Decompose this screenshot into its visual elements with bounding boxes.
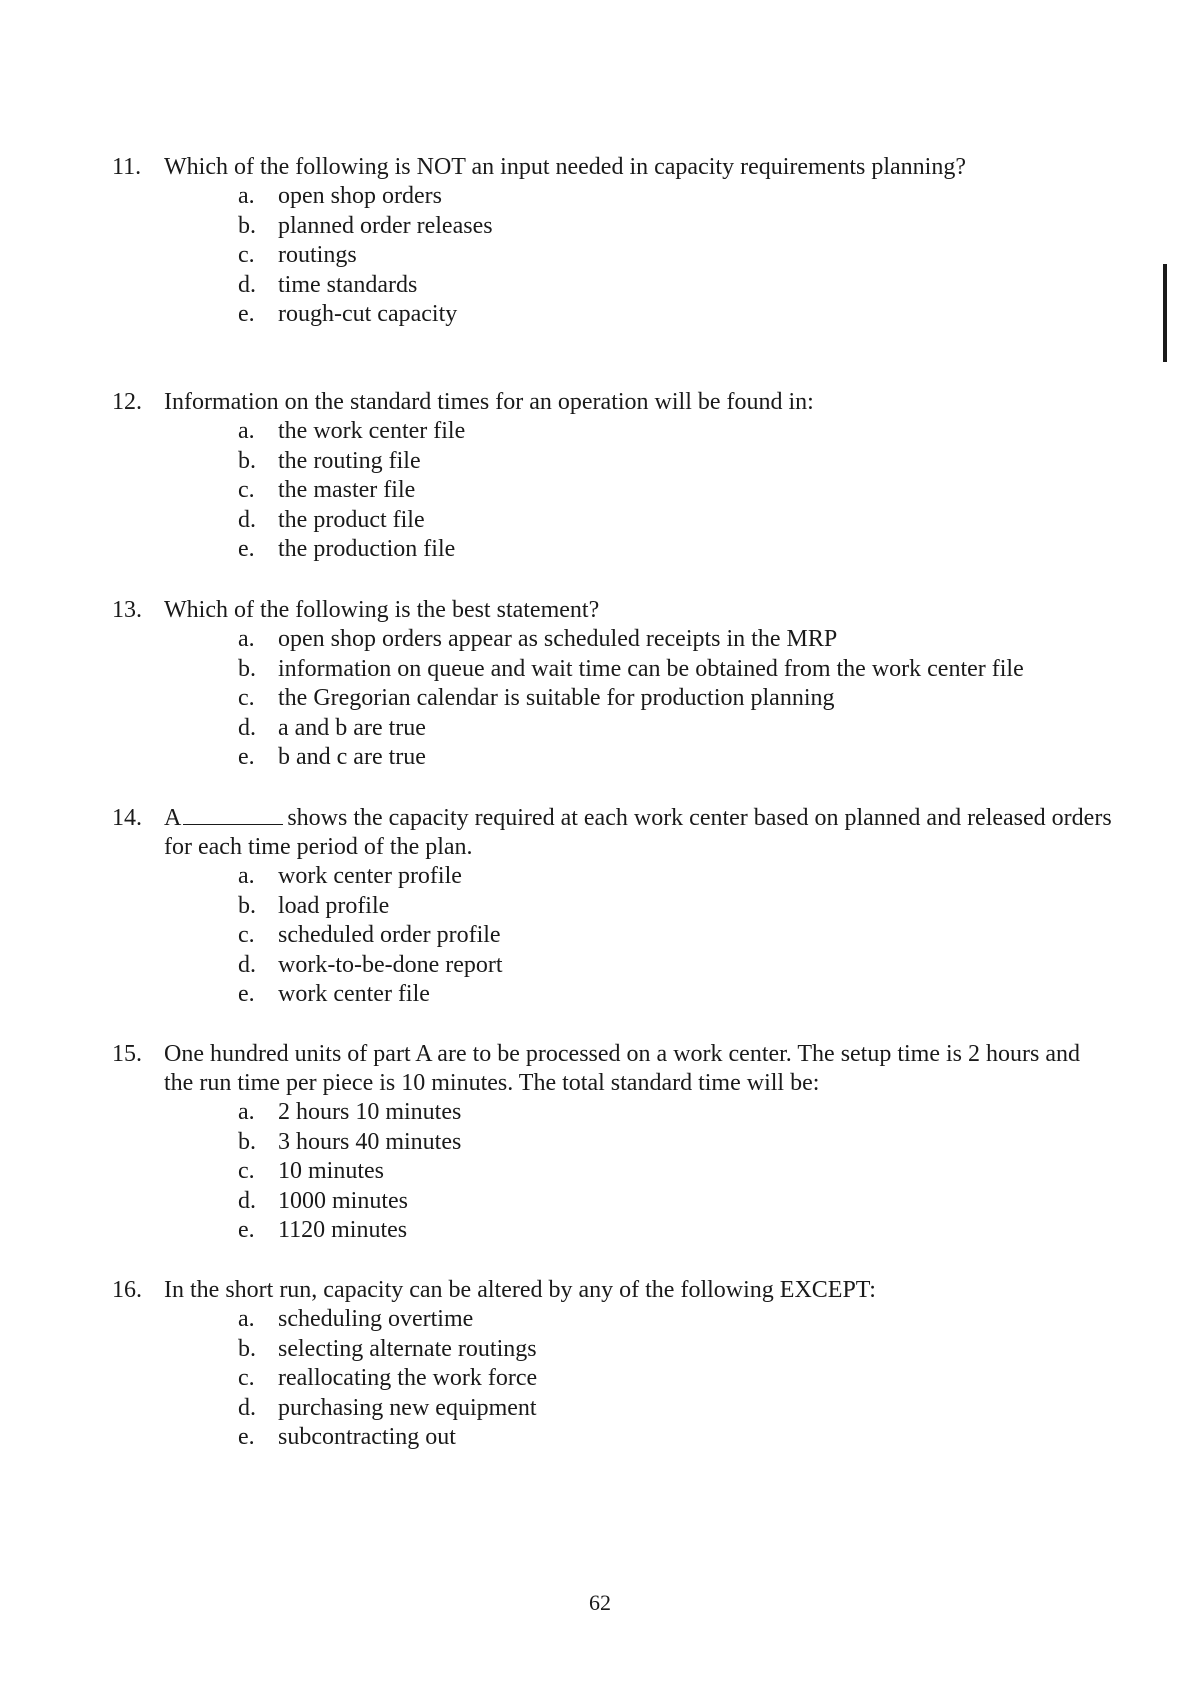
question-stem <box>112 596 1112 625</box>
option-letter: b. <box>238 1335 256 1362</box>
option-letter: a. <box>238 418 255 444</box>
option-text: subcontracting out <box>278 1424 456 1450</box>
option-letter: b. <box>238 1128 256 1155</box>
question-text-start: A <box>164 805 182 831</box>
answer-option <box>238 951 1112 981</box>
option-text: reallocating the work force <box>278 1365 538 1391</box>
answer-option <box>238 655 1112 685</box>
option-letter: d. <box>238 506 256 533</box>
option-text: the production file <box>278 536 456 562</box>
option-letter: d. <box>238 951 256 978</box>
option-text: the work center file <box>278 418 466 444</box>
option-letter: c. <box>238 242 255 268</box>
question-text: Which of the following is NOT an input needed in capacity requirements planning? <box>164 154 966 180</box>
question-13 <box>112 596 1112 773</box>
answer-option <box>238 862 1112 892</box>
question-15 <box>112 1040 1112 1246</box>
option-text: load profile <box>278 892 390 919</box>
question-stem <box>112 1040 1112 1098</box>
answer-option <box>238 1423 1112 1453</box>
option-letter: c. <box>238 1365 255 1391</box>
answer-option <box>238 1216 1112 1246</box>
answer-option <box>238 1157 1112 1187</box>
option-text: the product file <box>278 506 425 533</box>
option-letter: e. <box>238 1217 255 1243</box>
option-letter: e. <box>238 301 255 327</box>
answer-option <box>238 1305 1112 1335</box>
option-text: selecting alternate routings <box>278 1335 537 1362</box>
answer-option <box>238 1335 1112 1365</box>
option-letter: c. <box>238 477 255 503</box>
answer-option <box>238 1187 1112 1217</box>
answer-options <box>112 1098 1112 1246</box>
option-text: work center profile <box>278 863 462 889</box>
answer-blank <box>183 804 283 825</box>
option-text: planned order releases <box>278 212 493 239</box>
option-letter: c. <box>238 685 255 711</box>
question-text: Information on the standard times for an operation will be found in: <box>164 389 814 415</box>
option-text: scheduled order profile <box>278 922 501 948</box>
answer-options <box>112 417 1112 565</box>
answer-options <box>112 1305 1112 1453</box>
answer-options <box>112 182 1112 330</box>
option-text: routings <box>278 242 357 268</box>
page-number: 62 <box>589 1590 611 1615</box>
option-text: the routing file <box>278 447 421 474</box>
option-text: the Gregorian calendar is suitable for production planning <box>278 685 835 711</box>
question-text: Which of the following is the best statement? <box>164 597 600 623</box>
option-text: information on queue and wait time can be obtained from the work center file <box>278 655 1024 682</box>
option-text: 3 hours 40 minutes <box>278 1128 462 1155</box>
option-letter: c. <box>238 922 255 948</box>
answer-option <box>238 714 1112 744</box>
answer-option <box>238 241 1112 271</box>
answer-option <box>238 300 1112 330</box>
question-text: One hundred units of part A are to be processed on a work center. The setup time is 2 hours and the run time per piece is 10 minutes. The total standard time will be: <box>164 1041 1080 1096</box>
option-letter: c. <box>238 1158 255 1184</box>
option-text: 2 hours 10 minutes <box>278 1099 462 1125</box>
answer-option <box>238 625 1112 655</box>
question-14 <box>112 804 1112 1010</box>
answer-option <box>238 743 1112 773</box>
question-16 <box>112 1276 1112 1453</box>
option-letter: a. <box>238 1099 255 1125</box>
option-letter: e. <box>238 1424 255 1450</box>
question-number: 16. <box>112 1277 142 1303</box>
option-letter: e. <box>238 981 255 1007</box>
question-number: 15. <box>112 1041 142 1067</box>
answer-option <box>238 1128 1112 1158</box>
option-letter: b. <box>238 447 256 474</box>
answer-option <box>238 1364 1112 1394</box>
option-letter: b. <box>238 655 256 682</box>
question-text-end: shows the capacity required at each work center based on planned and released orders for each time period of the plan. <box>164 805 1112 860</box>
answer-option <box>238 476 1112 506</box>
option-text: 1000 minutes <box>278 1187 408 1214</box>
option-text: scheduling overtime <box>278 1306 474 1332</box>
option-text: 10 minutes <box>278 1158 384 1184</box>
answer-option <box>238 182 1112 212</box>
option-text: work-to-be-done report <box>278 951 503 978</box>
option-letter: d. <box>238 271 256 298</box>
question-11 <box>112 153 1112 330</box>
answer-option <box>238 892 1112 922</box>
answer-options <box>112 625 1112 773</box>
question-number: 12. <box>112 389 142 415</box>
answer-option <box>238 1394 1112 1424</box>
question-stem <box>112 388 1112 417</box>
option-letter: e. <box>238 744 255 770</box>
option-text: 1120 minutes <box>278 1217 408 1243</box>
answer-option <box>238 535 1112 565</box>
option-text: b and c are true <box>278 744 426 770</box>
option-letter: b. <box>238 212 256 239</box>
option-letter: e. <box>238 536 255 562</box>
margin-change-bar <box>1163 264 1167 362</box>
answer-option <box>238 921 1112 951</box>
answer-option <box>238 212 1112 242</box>
option-letter: a. <box>238 183 255 209</box>
answer-option <box>238 980 1112 1010</box>
answer-option <box>238 417 1112 447</box>
question-stem <box>112 1276 1112 1305</box>
option-letter: b. <box>238 892 256 919</box>
option-letter: a. <box>238 1306 255 1332</box>
option-letter: a. <box>238 626 255 652</box>
option-text: a and b are true <box>278 714 426 741</box>
answer-option <box>238 271 1112 301</box>
answer-option <box>238 506 1112 536</box>
option-letter: d. <box>238 714 256 741</box>
option-letter: a. <box>238 863 255 889</box>
option-text: the master file <box>278 477 416 503</box>
answer-option <box>238 1098 1112 1128</box>
option-text: rough-cut capacity <box>278 301 458 327</box>
option-text: open shop orders <box>278 183 442 209</box>
question-stem <box>112 804 1112 862</box>
answer-option <box>238 684 1112 714</box>
question-number: 11. <box>112 154 142 180</box>
option-text: time standards <box>278 271 418 298</box>
answer-option <box>238 447 1112 477</box>
option-letter: d. <box>238 1187 256 1214</box>
option-text: purchasing new equipment <box>278 1394 537 1421</box>
option-letter: d. <box>238 1394 256 1421</box>
answer-options <box>112 862 1112 1010</box>
question-text: In the short run, capacity can be altered by any of the following EXCEPT: <box>164 1277 876 1303</box>
question-number: 14. <box>112 805 142 831</box>
question-12 <box>112 388 1112 565</box>
question-stem <box>112 153 1112 182</box>
option-text: open shop orders appear as scheduled receipts in the MRP <box>278 626 838 652</box>
option-text: work center file <box>278 981 430 1007</box>
question-number: 13. <box>112 597 142 623</box>
